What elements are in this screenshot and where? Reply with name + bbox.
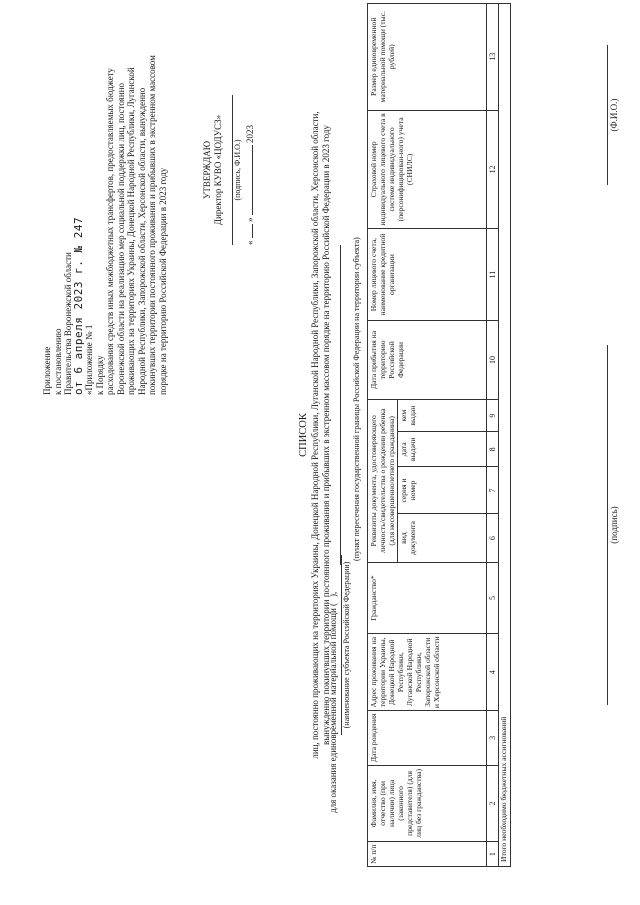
th-number: № п/п — [368, 842, 487, 867]
total-row — [499, 4, 511, 867]
signature-footer-line — [607, 345, 608, 705]
col-num: 1 — [487, 842, 499, 867]
appendix-header — [42, 15, 168, 395]
footer-fio-hint: (Ф.И.О.) — [609, 98, 619, 132]
th-identity-document: Реквизиты документа, удостоверяющего личность/свидетельства о рождении ребенка (для несовершеннолетнего гражданина) — [368, 400, 398, 563]
recipients-table — [367, 3, 511, 867]
date-open-quote: « — [244, 240, 255, 245]
col-num: 9 — [487, 400, 499, 432]
approval-block — [202, 95, 255, 245]
purpose-suffix: ), — [328, 591, 338, 597]
col-num: 4 — [487, 634, 499, 711]
th-birth-date: Дата рождения — [368, 711, 487, 765]
col-num: 8 — [487, 432, 499, 467]
appendix-line-11: покинувших территории постоянного проживания и прибывших в экстренном массовом — [147, 55, 157, 395]
col-num: 12 — [487, 110, 499, 229]
crossing-line — [340, 245, 341, 565]
list-line-1: лиц, постоянно проживающих на территориях Украины, Донецкой Народной Республики, Луганской Народной Республики, Запорожской области, Херсонской области, — [310, 111, 320, 759]
col-num: 6 — [487, 514, 499, 562]
approve-date — [245, 95, 256, 245]
appendix-line-8: Воронежской области на реализацию мер социальной поддержки лиц, постоянно — [115, 83, 126, 395]
month-blank — [252, 145, 253, 215]
appendix-line-10: Народной Республики, Запорожской области, Херсонской области, вынужденно — [136, 87, 147, 395]
fio-footer-line — [607, 45, 608, 185]
appendix-line-1: Приложение — [42, 346, 52, 395]
col-num: 10 — [487, 320, 499, 399]
day-blank — [252, 224, 253, 238]
approve-title: УТВЕРЖДАЮ — [202, 141, 212, 200]
appendix-date-number: от 6 апреля 2023 г. № 247 — [71, 216, 85, 395]
crossing-hint: (пункт пересечения государственной границы Российской Федерации на территории субъекта) — [352, 237, 361, 561]
th-amount: Размер единовременной материальной помощи (тыс. рублей) — [368, 4, 487, 111]
column-number-row — [487, 4, 499, 867]
th-snils: Страховой номер индивидуального лицевого счета в системе индивидуального (персонифицирован-ного) учета (СНИЛС) — [368, 110, 487, 229]
total-label: Итого необходимо бюджетных ассигнований — [499, 4, 511, 867]
date-close-quote: » — [244, 217, 255, 222]
list-line-2: вынужденно покинувших территории постоянного проживания и прибывших в экстренном массовом порядке на территорию Российской Федерации в 2023 году — [320, 125, 331, 745]
th-bank-account: Номер лицевого счета, наименование кредитной организации — [368, 229, 487, 321]
col-num: 2 — [487, 765, 499, 842]
header-row-1 — [368, 4, 398, 867]
th-doc-issuer: кем выдан — [398, 400, 487, 432]
col-num: 5 — [487, 562, 499, 634]
col-num: 3 — [487, 711, 499, 765]
th-citizenship: Гражданство* — [368, 562, 487, 634]
appendix-line-12: порядке на территорию Российской Федерации в 2023 году — [157, 167, 168, 395]
th-arrival-date: Дата прибытия на территорию Российской Федерации — [368, 320, 487, 399]
th-doc-series: серия и номер — [398, 467, 487, 514]
th-address: Адрес проживания на территории Украины, Донецкой Народной Республики, Луганской Народной Республики, Запорожской области и Херсонской области — [368, 634, 487, 711]
purpose-prefix: для оказания единовременной материальной помощи ( — [328, 602, 338, 813]
th-full-name: Фамилия, имя, отчество (при наличии) лица (законного представителя) (для лиц без гражданства) — [368, 765, 487, 842]
appendix-line-2: к постановлению — [52, 328, 63, 395]
col-num: 11 — [487, 229, 499, 321]
appendix-line-5: «Приложение № 1 — [84, 324, 94, 395]
th-doc-issue-date: дата выдачи — [398, 432, 487, 467]
appendix-line-9: проживающих на территориях Украины, Донецкой Народной Республики, Луганской — [126, 67, 136, 395]
subject-hint: (наименование субъекта Российской Федерации) — [342, 561, 351, 729]
th-doc-type: вид документа — [398, 514, 487, 562]
list-title: СПИСОК — [298, 413, 309, 457]
list-heading — [298, 3, 331, 867]
purpose-suffix-wrap — [328, 537, 339, 597]
approve-position: Директор КУВО «ЦОДУСЗ» — [212, 114, 223, 226]
appendix-line-3: Правительства Воронежской области — [63, 252, 73, 395]
appendix-line-6: к Порядку — [94, 355, 105, 395]
footer-signature-hint: (подпись) — [609, 506, 619, 544]
col-num: 7 — [487, 467, 499, 514]
approve-signature-hint: (подпись, Ф.И.О.) — [233, 139, 242, 201]
appendix-line-7: расходования средств иных межбюджетных трансфертов, предоставляемых бюджету — [105, 68, 115, 395]
col-num: 13 — [487, 4, 499, 111]
date-year: 2023 — [244, 125, 255, 143]
